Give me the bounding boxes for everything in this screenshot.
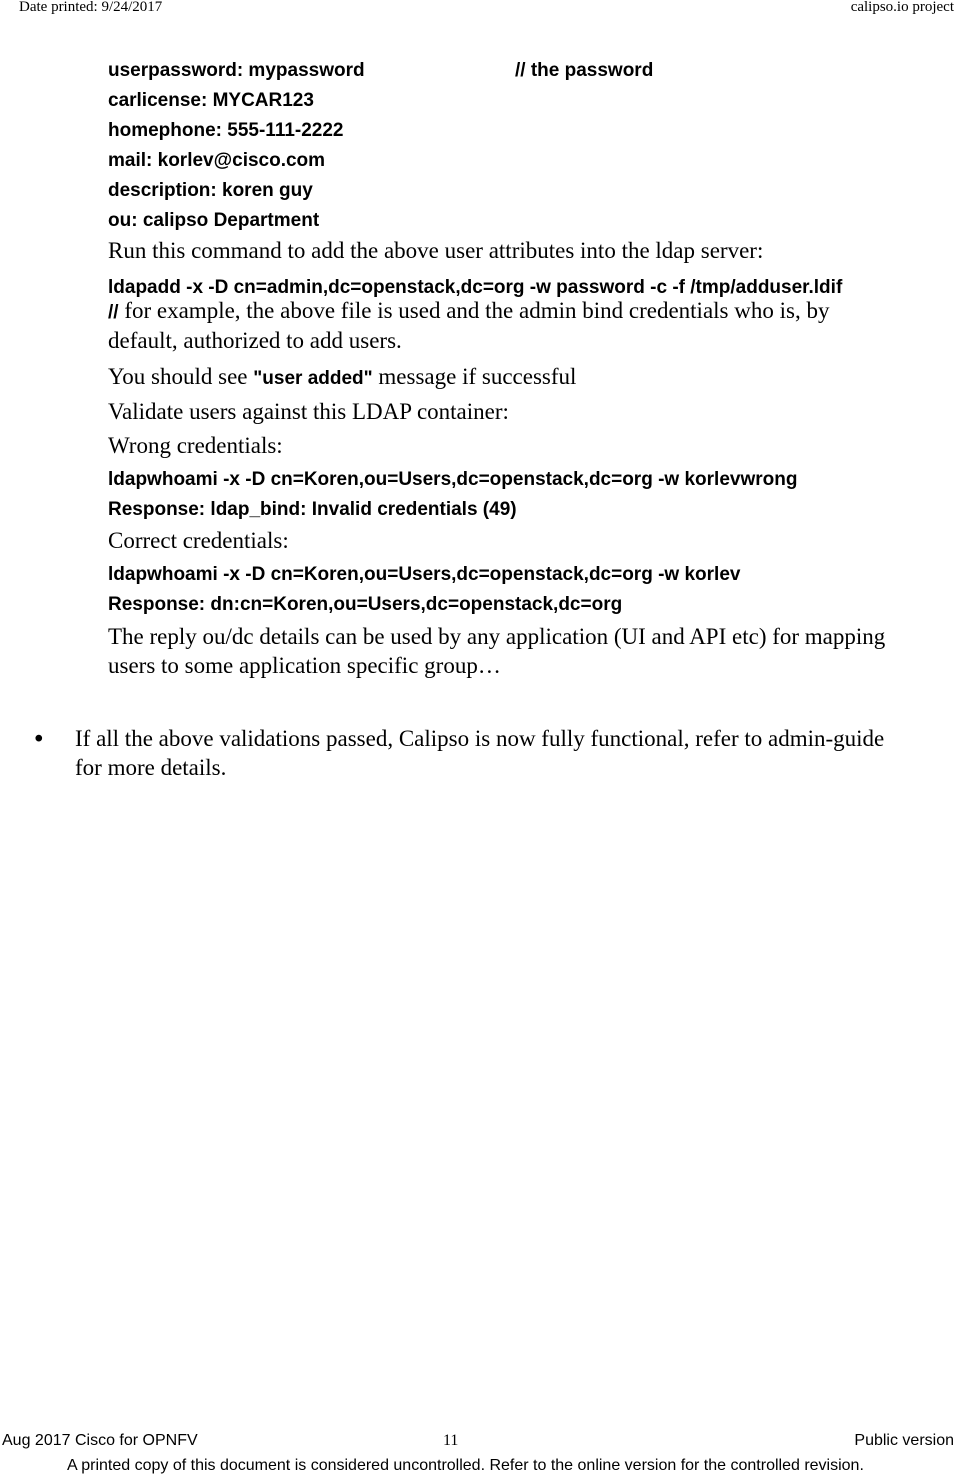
reply-line-1: The reply ou/dc details can be used by any application (UI and API etc) for mapping [108, 624, 886, 649]
footer-left: Aug 2017 Cisco for OPNFV [2, 1432, 198, 1449]
reply-line-2: users to some application specific group… [108, 653, 501, 678]
comment-line-2: default, authorized to add users. [108, 328, 402, 353]
run-command-intro: Run this command to add the above user attributes into the ldap server: [108, 238, 764, 263]
comment-slashes: // [108, 302, 119, 323]
ldif-homephone: homephone: 555-111-2222 [108, 120, 344, 141]
comment-line-1 [108, 298, 829, 324]
user-added-message: "user added" [253, 368, 373, 389]
ldif-description: description: koren guy [108, 180, 313, 201]
footer-page-number: 11 [443, 1432, 459, 1449]
correct-credentials-command: ldapwhoami -x -D cn=Koren,ou=Users,dc=openstack,dc=org -w korlev [108, 564, 741, 585]
correct-credentials-label: Correct credentials: [108, 528, 289, 553]
footer-note: A printed copy of this document is considered uncontrolled. Refer to the online version for the controlled revision. [67, 1457, 864, 1474]
correct-credentials-response: Response: dn:cn=Koren,ou=Users,dc=openstack,dc=org [108, 594, 623, 615]
header-project: calipso.io project [850, 0, 954, 15]
ldif-carlicense: carlicense: MYCAR123 [108, 90, 314, 111]
wrong-credentials-response: Response: ldap_bind: Invalid credentials (49) [108, 499, 517, 520]
ldif-userpassword-comment: // the password [515, 60, 654, 81]
bullet-text-line-2: for more details. [75, 755, 227, 780]
validate-heading: Validate users against this LDAP container: [108, 399, 509, 424]
ldapadd-command: ldapadd -x -D cn=admin,dc=openstack,dc=org -w password -c -f /tmp/adduser.ldif [108, 277, 843, 298]
comment-text-1: for example, the above file is used and the admin bind credentials who is, by [118, 298, 830, 323]
wrong-credentials-command: ldapwhoami -x -D cn=Koren,ou=Users,dc=openstack,dc=org -w korlevwrong [108, 469, 798, 490]
bullet-icon: • [32, 727, 46, 753]
should-see-line [108, 364, 576, 390]
ldif-userpassword: userpassword: mypassword [108, 60, 365, 81]
footer-right: Public version [854, 1432, 954, 1449]
ldif-mail: mail: korlev@cisco.com [108, 150, 326, 171]
bullet-text-line-1: If all the above validations passed, Calipso is now fully functional, refer to admin-guide [75, 726, 885, 751]
wrong-credentials-label: Wrong credentials: [108, 433, 283, 458]
should-see-pre: You should see [108, 364, 254, 389]
header-date-printed: Date printed: 9/24/2017 [19, 0, 163, 15]
should-see-post: message if successful [372, 364, 577, 389]
ldif-ou: ou: calipso Department [108, 210, 320, 231]
